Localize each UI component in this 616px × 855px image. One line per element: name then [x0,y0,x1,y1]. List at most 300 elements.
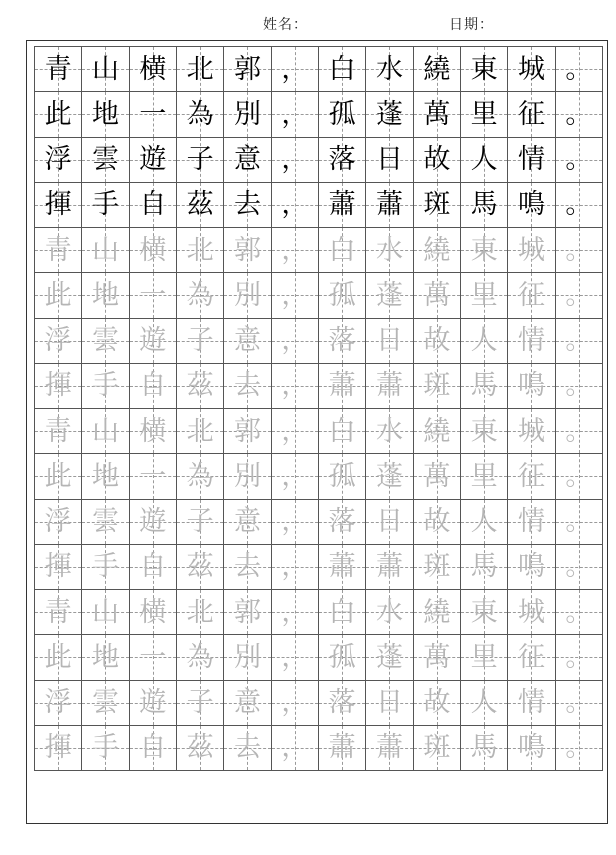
trace-character-cell [130,545,177,590]
character: 東 [470,53,498,85]
trace-character-cell [414,409,461,454]
trace-character-cell [461,590,508,635]
character: 蓬 [375,641,403,673]
character: 蓬 [375,279,403,311]
character: 萬 [423,279,451,311]
character: 斑 [423,551,451,583]
character: 。 [565,189,593,221]
character: 山 [91,415,119,447]
character: 別 [233,641,261,673]
character: 手 [91,370,119,402]
trace-character-cell [414,590,461,635]
model-character-cell [556,138,603,183]
trace-character-cell [319,454,366,499]
character: 孤 [328,460,356,492]
character: 揮 [44,189,72,221]
character: ， [281,98,309,130]
character: 。 [565,732,593,764]
character: 城 [517,596,545,628]
character: 青 [44,415,72,447]
trace-character-cell [224,454,271,499]
trace-character-cell [177,681,224,726]
character: 馬 [470,732,498,764]
character: 蕭 [375,551,403,583]
character: 征 [517,279,545,311]
model-character-cell [82,183,129,228]
trace-character-cell [130,364,177,409]
character: ， [281,234,309,266]
trace-character-cell [177,545,224,590]
character: 城 [517,53,545,85]
character: ， [281,551,309,583]
character: 自 [139,732,167,764]
character: 為 [186,641,214,673]
trace-character-cell [366,500,413,545]
trace-character-cell [461,454,508,499]
model-character-cell [82,47,129,92]
character: 。 [565,370,593,402]
character: 東 [470,415,498,447]
character: 繞 [423,234,451,266]
trace-character-cell [556,545,603,590]
trace-character-cell [366,409,413,454]
character: ， [281,641,309,673]
character: 手 [91,551,119,583]
trace-character-cell [461,319,508,364]
character: 白 [328,596,356,628]
model-character-cell [272,138,319,183]
character: 里 [470,641,498,673]
character: 落 [328,144,356,176]
character: 意 [233,687,261,719]
character: 落 [328,325,356,357]
model-character-cell [130,47,177,92]
trace-character-cell [319,635,366,680]
character: 此 [44,641,72,673]
trace-character-cell [556,273,603,318]
model-character-cell [461,92,508,137]
character: 此 [44,279,72,311]
character: 雲 [91,325,119,357]
trace-character-cell [319,228,366,273]
model-character-cell [366,183,413,228]
character: 郭 [233,596,261,628]
trace-character-cell [272,635,319,680]
trace-character-cell [414,726,461,771]
trace-character-cell [82,319,129,364]
character: 為 [186,279,214,311]
character: 故 [423,144,451,176]
model-character-cell [177,92,224,137]
character: 雲 [91,687,119,719]
character: 自 [139,189,167,221]
trace-character-cell [177,364,224,409]
trace-character-cell [461,635,508,680]
character: 白 [328,53,356,85]
trace-character-cell [177,228,224,273]
trace-character-cell [35,635,82,680]
model-character-cell [414,92,461,137]
trace-character-cell [82,500,129,545]
character: 意 [233,325,261,357]
trace-character-cell [130,319,177,364]
model-character-cell [177,138,224,183]
character: 揮 [44,732,72,764]
trace-character-cell [224,319,271,364]
character: 。 [565,53,593,85]
model-character-cell [508,183,555,228]
model-character-cell [224,47,271,92]
character: ， [281,144,309,176]
trace-character-cell [366,590,413,635]
trace-character-cell [366,545,413,590]
character: 馬 [470,189,498,221]
trace-character-cell [130,726,177,771]
character: 水 [375,53,403,85]
trace-character-cell [366,726,413,771]
character: 雲 [91,506,119,538]
trace-character-cell [508,364,555,409]
character: 斑 [423,189,451,221]
character: 別 [233,98,261,130]
character: 萬 [423,460,451,492]
character: 鳴 [517,370,545,402]
character: 雲 [91,144,119,176]
trace-character-cell [556,726,603,771]
trace-character-cell [414,500,461,545]
trace-character-cell [82,681,129,726]
trace-character-cell [130,635,177,680]
character: 。 [565,98,593,130]
character: 山 [91,53,119,85]
character: 。 [565,506,593,538]
trace-character-cell [177,273,224,318]
trace-character-cell [224,635,271,680]
trace-character-cell [82,364,129,409]
trace-character-cell [508,726,555,771]
trace-character-cell [272,500,319,545]
trace-character-cell [414,273,461,318]
character: 。 [565,325,593,357]
trace-character-cell [82,635,129,680]
character: 城 [517,234,545,266]
character: 為 [186,98,214,130]
model-character-cell [366,92,413,137]
character: 人 [470,687,498,719]
trace-character-cell [461,273,508,318]
character: 手 [91,189,119,221]
trace-character-cell [461,409,508,454]
model-character-cell [35,183,82,228]
trace-character-cell [272,409,319,454]
character: ， [281,687,309,719]
character: 。 [565,415,593,447]
character: 蓬 [375,460,403,492]
trace-character-cell [82,545,129,590]
model-character-cell [319,183,366,228]
trace-character-cell [35,319,82,364]
character: 蕭 [328,189,356,221]
character: 去 [233,732,261,764]
character: 人 [470,144,498,176]
model-character-cell [508,138,555,183]
character: ， [281,370,309,402]
character: 地 [91,98,119,130]
character: ， [281,460,309,492]
character: 子 [186,687,214,719]
character: 子 [186,506,214,538]
character: 横 [139,234,167,266]
trace-character-cell [461,545,508,590]
trace-character-cell [130,590,177,635]
trace-character-cell [224,228,271,273]
character: 北 [186,415,214,447]
trace-character-cell [35,681,82,726]
character: 里 [470,460,498,492]
character: 自 [139,551,167,583]
character: 繞 [423,596,451,628]
character: 遊 [139,144,167,176]
character: 遊 [139,506,167,538]
trace-character-cell [82,409,129,454]
character: 郭 [233,234,261,266]
character: 別 [233,279,261,311]
character: 斑 [423,370,451,402]
character: 孤 [328,641,356,673]
trace-character-cell [414,545,461,590]
character: 手 [91,732,119,764]
character: ， [281,415,309,447]
character: 鳴 [517,189,545,221]
character: 横 [139,596,167,628]
trace-character-cell [35,545,82,590]
character: 揮 [44,370,72,402]
trace-character-cell [224,409,271,454]
trace-character-cell [35,454,82,499]
character: ， [281,53,309,85]
trace-character-cell [414,454,461,499]
trace-character-cell [461,681,508,726]
character: 横 [139,415,167,447]
character: 。 [565,596,593,628]
character: 青 [44,53,72,85]
trace-character-cell [272,364,319,409]
character: 去 [233,370,261,402]
character: 鳴 [517,732,545,764]
character: 蕭 [375,370,403,402]
character: 一 [139,279,167,311]
trace-character-cell [177,635,224,680]
trace-character-cell [177,409,224,454]
trace-character-cell [177,500,224,545]
character: ， [281,596,309,628]
trace-character-cell [508,409,555,454]
character: 。 [565,144,593,176]
character: 去 [233,551,261,583]
model-character-cell [414,138,461,183]
trace-character-cell [130,409,177,454]
character: 馬 [470,370,498,402]
trace-character-cell [319,319,366,364]
trace-character-cell [319,681,366,726]
character: 故 [423,506,451,538]
character: 茲 [186,189,214,221]
trace-character-cell [130,228,177,273]
trace-character-cell [130,273,177,318]
character: 情 [517,506,545,538]
character: 情 [517,687,545,719]
character: 。 [565,551,593,583]
character: 征 [517,98,545,130]
character: 蕭 [375,189,403,221]
model-character-cell [224,138,271,183]
character: 子 [186,325,214,357]
trace-character-cell [556,454,603,499]
character: 故 [423,325,451,357]
trace-character-cell [556,228,603,273]
model-character-cell [319,47,366,92]
model-character-cell [130,92,177,137]
character: 。 [565,687,593,719]
model-character-cell [272,47,319,92]
character: 萬 [423,641,451,673]
model-character-cell [82,138,129,183]
character: 白 [328,234,356,266]
model-character-cell [130,138,177,183]
model-character-cell [272,183,319,228]
trace-character-cell [319,273,366,318]
trace-character-cell [366,635,413,680]
trace-character-cell [319,364,366,409]
trace-character-cell [35,273,82,318]
trace-character-cell [35,500,82,545]
character: 繞 [423,415,451,447]
character: 遊 [139,687,167,719]
trace-character-cell [366,273,413,318]
trace-character-cell [366,454,413,499]
trace-character-cell [35,409,82,454]
trace-character-cell [508,681,555,726]
trace-character-cell [224,726,271,771]
trace-character-cell [508,228,555,273]
model-character-cell [319,92,366,137]
character: 茲 [186,370,214,402]
character: 。 [565,279,593,311]
trace-character-cell [272,590,319,635]
character: 情 [517,144,545,176]
model-character-cell [508,92,555,137]
trace-character-cell [461,500,508,545]
date-label: 日期： [449,17,494,33]
character: 自 [139,370,167,402]
trace-character-cell [224,681,271,726]
character: 一 [139,641,167,673]
trace-character-cell [82,454,129,499]
trace-character-cell [82,228,129,273]
character: ， [281,732,309,764]
trace-character-cell [319,409,366,454]
trace-character-cell [224,364,271,409]
character: 北 [186,53,214,85]
character: 此 [44,460,72,492]
model-character-cell [461,183,508,228]
character: ， [281,279,309,311]
character: 里 [470,279,498,311]
trace-character-cell [272,726,319,771]
character: 繞 [423,53,451,85]
character: 城 [517,415,545,447]
character: 。 [565,460,593,492]
model-character-cell [130,183,177,228]
trace-character-cell [319,500,366,545]
character: ， [281,506,309,538]
model-character-cell [35,92,82,137]
character: 地 [91,460,119,492]
character: 蓬 [375,98,403,130]
trace-character-cell [82,590,129,635]
trace-character-cell [272,681,319,726]
character: 揮 [44,551,72,583]
trace-character-cell [272,319,319,364]
model-character-cell [366,47,413,92]
trace-character-cell [82,726,129,771]
model-character-cell [272,92,319,137]
character: 蕭 [328,370,356,402]
trace-character-cell [35,364,82,409]
model-character-cell [461,47,508,92]
character: 北 [186,234,214,266]
trace-character-cell [508,454,555,499]
trace-character-cell [414,681,461,726]
character: 日 [375,325,403,357]
character: 茲 [186,732,214,764]
trace-character-cell [508,635,555,680]
trace-character-cell [508,545,555,590]
character: 日 [375,687,403,719]
character: 落 [328,506,356,538]
character: 情 [517,325,545,357]
character: 一 [139,460,167,492]
trace-character-cell [35,228,82,273]
model-character-cell [82,92,129,137]
character: 征 [517,460,545,492]
model-character-cell [366,138,413,183]
character: 蕭 [328,551,356,583]
model-character-cell [319,138,366,183]
trace-character-cell [224,590,271,635]
trace-character-cell [556,500,603,545]
character: 青 [44,234,72,266]
model-character-cell [556,183,603,228]
trace-character-cell [272,454,319,499]
model-character-cell [177,47,224,92]
trace-character-cell [556,681,603,726]
trace-character-cell [414,228,461,273]
model-character-cell [35,47,82,92]
character: 萬 [423,98,451,130]
character: 水 [375,234,403,266]
trace-character-cell [508,273,555,318]
trace-character-cell [508,319,555,364]
model-character-cell [556,47,603,92]
character: ， [281,189,309,221]
character: 里 [470,98,498,130]
character: 蕭 [375,732,403,764]
trace-character-cell [130,500,177,545]
model-character-cell [224,183,271,228]
trace-character-cell [366,364,413,409]
model-character-cell [35,138,82,183]
